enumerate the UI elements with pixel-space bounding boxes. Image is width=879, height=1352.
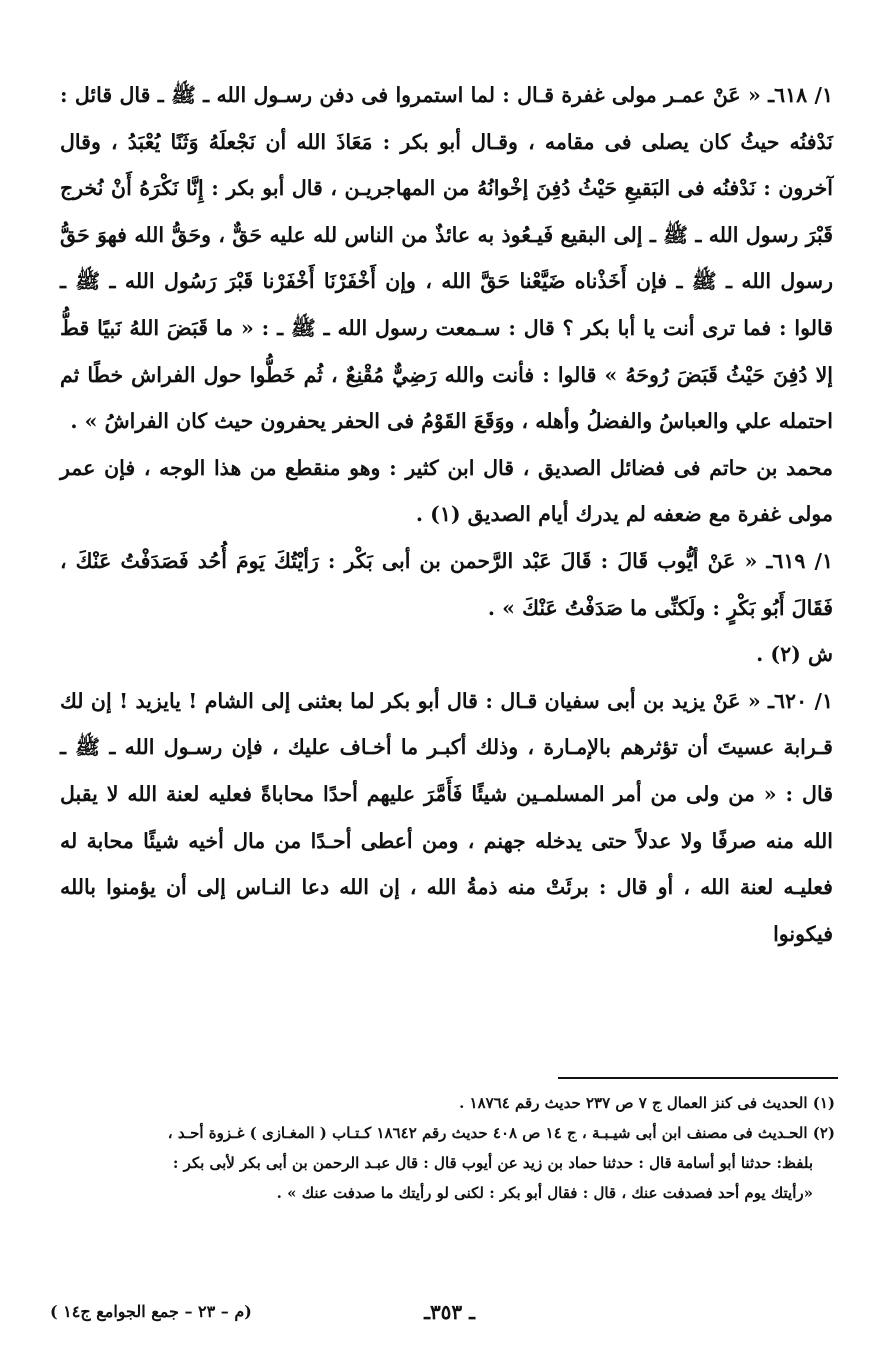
volume-signature: (م – ٢٣ – جمع الجوامع ج١٤ ) <box>50 1302 252 1321</box>
page-number: ـ ٣٥٣ـ <box>424 1300 475 1324</box>
footnote-2-continued: «رأيتك يوم أحد فصدفت عنك ، قال : فقال أبو بكر : لكنى لو رأيتك ما صدفت عنك » . <box>276 1184 813 1202</box>
main-text <box>60 72 833 957</box>
footnote-2-continued: بلفظ: حدثنا أبو أسامة قال : حدثنا حماد بن زيد عن أيوب قال : قال عبـد الرحمن بن أبى بكر لأبى بكر : <box>172 1154 813 1172</box>
footnote-divider <box>558 1077 838 1079</box>
paragraph-hadith-620: ١/ ٦٢٠ـ « عَنْ يزيد بن أبى سفيان قـال : قال أبو بكر لما بعثنى إلى الشام ! يايزيد ! إن لك قـرابة عسيتَ أن تؤثرهم بالإمـارة ، وذلك أكبـر ما أخـاف عليك ، فإن رسـول الله ـ ﷺ ـ قال : « من ولى من أمر المسلمـين شيئًا فَأَمَّرَ عليهم أحدًا محاباةً فعليه لعنة الله لا يقبل الله منه صرفًا ولا عدلاً حتى يدخله جهنم ، ومن أعطى أحـدًا من مال أخيه شيئًا محابة له فعليـه لعنة الله ، أو قال : برئَتْ منه ذمةُ الله ، إن الله دعا النـاس إلى أن يؤمنوا بالله فيكونوا <box>60 688 833 946</box>
paragraph-hadith-618: ١/ ٦١٨ـ « عَنْ عمـر مولى غفرة قـال : لما استمروا فى دفن رسـول الله ـ ﷺ ـ قال قائل : نَدْفنُه حيثُ كان يصلى فى مقامه ، وقـال أبو بكر : مَعَاذَ الله أن نَجْعلَهُ وَثَنًا يُعْبَدُ ، وقال آخرون : نَدْفنُه فى البَقيعِ حَيْثُ دُفِنَ إخْوانُهُ من المهاجريـن ، قال أبو بكر : إِنَّا نَكْرَهُ أَنْ نُخرج قَبْرَ رسول الله ـ ﷺ ـ إلى البقيع فَيـعُوذ به عائذٌ من الناس لله عليه حَقٌّ ، وحَقُّ الله فهوَ حَقُّ رسول الله ـ ﷺ ـ فإن أَخَذْناه ضَيَّعْنا حَقَّ الله ، وإن أَخْفَرْنَا أَخْفَرْنا قَبْرَ رَسُول الله ـ ﷺ ـ قالوا : فما ترى أنت يا أبا بكر ؟ قال : سـمعت رسول الله ـ ﷺ ـ : « ما قَبَضَ اللهُ نَبيًا قطُّ إلا دُفِنَ حَيْثُ قَبَضَ رُوحَهُ » قالوا : فأنت والله رَضِيٌّ مُقْنِعٌ ، ثُم خَطُّوا حول الفراش خطًا ثم احتمله علي والعباسُ والفضلُ وأهله ، ووَقَعَ القَوْمُ فى الحفر يحفرون حيث كان الفراشُ » . <box>60 83 833 434</box>
paragraph-source-note: ش (٢) . <box>756 642 833 667</box>
footnote-1: (١) الحديث فى كنز العمال ج ٧ ص ٢٣٧ حديث رقم ١٨٧٦٤ . <box>459 1094 835 1112</box>
footnotes <box>50 1088 835 1208</box>
paragraph-commentary: محمد بن حاتم فى فضائل الصديق ، قال ابن كثير : وهو منقطع من هذا الوجه ، فإن عمر مولى غفرة مع ضعفه لم يدرك أيام الصديق (١) . <box>60 455 833 527</box>
footnote-2: (٢) الحـديث فى مصنف ابن أبى شيـبـة ، ج ١٤ ص ٤٠٨ حديث رقم ١٨٦٤٢ كـتـاب ( المغـازى ) غـزوة أحـد ، <box>167 1124 835 1142</box>
paragraph-hadith-619: ١/ ٦١٩ـ « عَنْ أيُّوب قَالَ : قَالَ عَبْد الرَّحمن بن أبى بَكْر : رَأيْتُكَ يَومَ أُحُد فَصَدَفْتُ عَنْكَ ، فَقَالَ أَبُو بَكْرٍ : ولَكنِّى ما صَدَفْتُ عَنْكَ » . <box>60 548 833 620</box>
